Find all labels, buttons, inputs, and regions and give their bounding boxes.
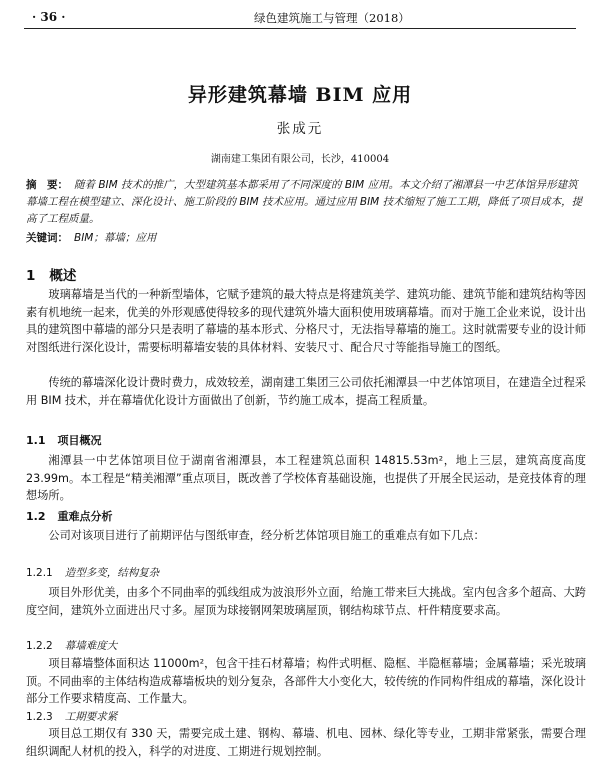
section-title: 项目概况: [57, 434, 102, 447]
paragraph-intro: 玻璃幕墙是当代的一种新型墙体，它赋予建筑的最大特点是将建筑美学、建筑功能、建筑节能和建筑结构等因素有机地统一起来，优美的外形观感使得较多的现代建筑外墙大面积使用玻璃幕墙。而对于施工企业来说，设计出具的建筑图中幕墙的部分只是表明了幕墙的基本形式、分格尺寸，无法指导幕墙的施工。这时就需要专业的设计师对图纸进行深化设计，需要标明幕墙安装的具体材料、安装尺寸、配合尺寸等能指导施工的图纸。: [26, 288, 586, 354]
paragraph-project-overview: 湘潭县一中艺体馆项目位于湖南省湘潭县，本工程建筑总面积 14815.53m²，地上三层，建筑高度高度 23.99m。本工程是“精美湘潭”重点项目，既改善了学校体育基础设施，也提供了开展全民运动，是竞技体育的理想场所。: [26, 454, 586, 503]
article-author: 张成元: [276, 121, 324, 137]
section-heading-1-2-3: [26, 709, 117, 724]
abstract: [26, 177, 586, 228]
section-title: 工期要求紧: [64, 711, 118, 723]
section-heading-1-2: [26, 508, 113, 524]
abstract-label: 摘 要：: [26, 179, 68, 191]
article-title: 异形建筑幕墙 BIM 应用: [187, 84, 413, 106]
abstract-text: 随着 BIM 技术的推广，大型建筑基本都采用了不同深度的 BIM 应用。本文介绍了湘潭县一中艺体馆异形建筑幕墙工程在模型建立、深化设计、施工阶段的 BIM 技术应用。通过应用 BIM 技术缩短了施工工期，降低了项目成本，提高了工程质量。: [26, 179, 583, 225]
paragraph-difficulties-intro: 公司对该项目进行了前期评估与图纸审查，经分析艺体馆项目施工的重难点有如下几点：: [48, 529, 485, 542]
section-heading-1-2-1: [26, 565, 159, 580]
section-heading-1: [26, 264, 76, 284]
section-number: 1.1: [26, 434, 46, 447]
section-heading-1-1: [26, 432, 102, 448]
author-affiliation: 湖南建工集团有限公司，长沙，410004: [210, 154, 390, 165]
keywords-text: BIM；幕墙；应用: [74, 232, 157, 244]
keywords: [26, 230, 586, 247]
section-number: 1.2.1: [26, 567, 53, 579]
section-heading-1-2-2: [26, 638, 117, 653]
journal-name: 绿色建筑施工与管理（2018）: [254, 11, 410, 25]
paragraph-schedule: 项目总工期仅有 330 天，需要完成土建、钢构、幕墙、机电、园林、绿化等专业，工期非常紧张，需要合理组织调配人材机的投入，科学的对进度、工期进行规划控制。: [26, 727, 586, 758]
paragraph-traditional: 传统的幕墙深化设计费时费力，成效较差，湖南建工集团三公司依托湘潭县一中艺体馆项目，在建造全过程采用 BIM 技术，并在幕墙优化设计方面做出了创新，节约施工成本，提高工程质量。: [26, 376, 586, 407]
section-number: 1.2.3: [26, 711, 53, 723]
paragraph-shape-structure: 项目外形优美，由多个不同曲率的弧线组成为波浪形外立面，给施工带来巨大挑战。室内包含多个超高、大跨度空间，建筑外立面进出尺寸多。屋顶为球接钢网架玻璃屋顶，钢结构球节点、杆件精度要求高。: [26, 586, 586, 617]
running-head: [24, 8, 576, 29]
section-number: 1: [26, 268, 36, 284]
section-number: 1.2: [26, 510, 46, 523]
section-title: 概述: [49, 268, 77, 284]
section-title: 造型多变，结构复杂: [64, 567, 160, 579]
paragraph-curtain-wall-difficulty: 项目幕墙整体面积达 11000m²，包含干挂石材幕墙；构件式明框、隐框、半隐框幕墙；金属幕墙；采光玻璃顶。不同曲率的主体结构造成幕墙板块的划分复杂，各部件大小变化大，较传统的作同构件组成的幕墙，深化设计部分工作要求精度高、工作量大。: [26, 657, 586, 706]
section-number: 1.2.2: [26, 640, 53, 652]
section-title: 重难点分析: [57, 510, 113, 523]
keywords-label: 关键词：: [26, 232, 68, 244]
section-title: 幕墙难度大: [64, 640, 118, 652]
page-number: · 36 ·: [32, 10, 66, 24]
